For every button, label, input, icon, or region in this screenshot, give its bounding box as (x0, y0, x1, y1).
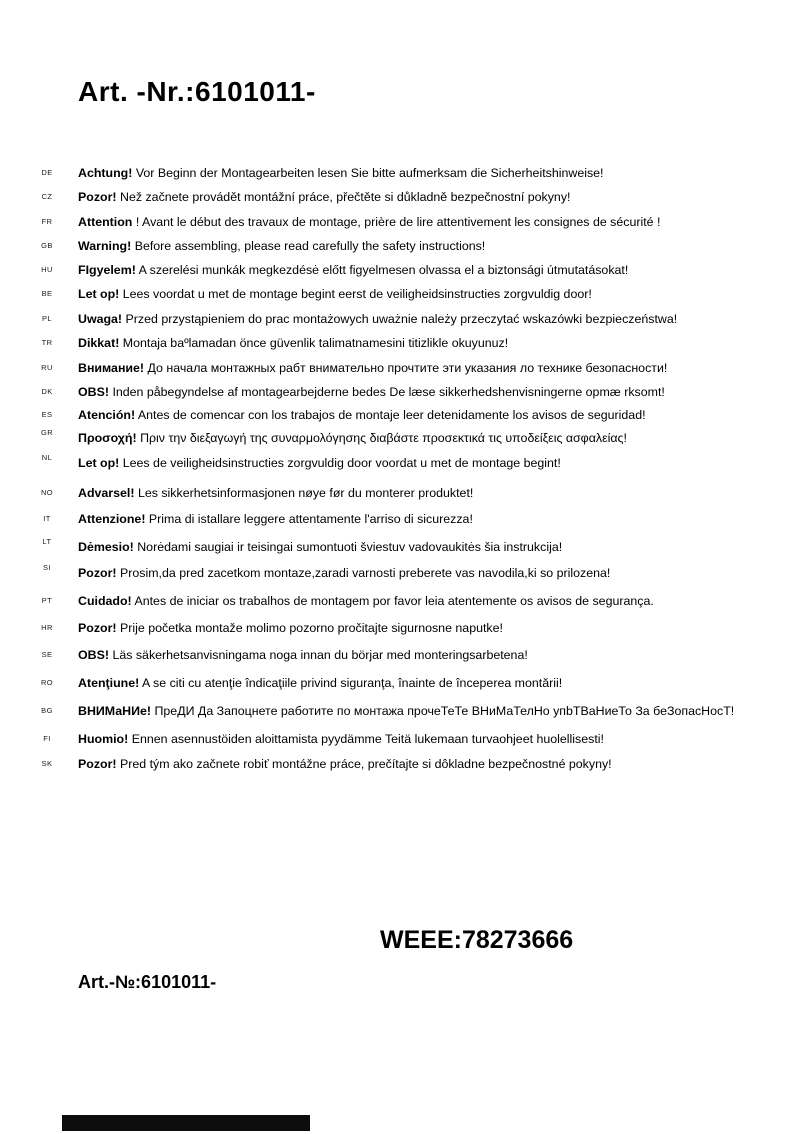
language-code: SK (41, 759, 53, 768)
warning-lead-word: Προσοχή! (78, 431, 137, 445)
warning-text (78, 165, 604, 181)
warning-text (78, 731, 604, 747)
warning-body: Przed przystąpieniem do prac montażowych uważnie należy przeczytać wskazówki bezpieczeństwa! (125, 312, 678, 326)
warning-lead-word: Huomio! (78, 732, 129, 746)
warning-row-ru (0, 360, 802, 376)
warning-text (78, 620, 503, 636)
weee-number: WEEE:78273666 (380, 926, 574, 954)
warning-text (78, 262, 628, 278)
warning-lead-word: Pozor! (78, 621, 117, 635)
warning-lead-word: Advarsel! (78, 486, 135, 500)
language-code: CZ (41, 192, 53, 201)
warning-lead-word: Dėmesio! (78, 540, 134, 554)
warning-row-pl (0, 311, 802, 327)
warning-text (78, 565, 610, 581)
language-code: SI (43, 563, 51, 572)
warning-text (78, 511, 473, 527)
warning-lead-word: Warning! (78, 239, 132, 253)
warning-body: Inden påbegyndelse af montagearbejderne bedes De læse sikkerhedshenvisningerne opmæ rksomt! (112, 385, 665, 399)
warning-lead-word: OBS! (78, 385, 109, 399)
warning-row-gr (0, 430, 802, 446)
warning-row-si (0, 565, 802, 581)
warning-lead-word: Achtung! (78, 166, 133, 180)
warning-body: Než začnete provádět montážní práce, přečtěte si důkladně bezpečnostní pokyny! (120, 190, 571, 204)
footer-art-number: Art.-№:6101011- (78, 972, 217, 992)
warning-body: Prosim,da pred zacetkom montaze,zaradi varnosti preberete vas navodila,ki so prilozena! (120, 566, 611, 580)
warning-row-dk (0, 384, 802, 400)
warning-row-fi (0, 731, 802, 747)
warning-text (78, 539, 562, 555)
warning-row-tr (0, 335, 802, 351)
language-code: PL (42, 314, 52, 323)
warning-body: A szerelési munkák megkezdésė előtt figyelmesen olvassa el a biztonsági útmutatásokat! (138, 263, 629, 277)
language-code: BE (41, 289, 53, 298)
language-code: RU (41, 363, 53, 372)
warning-lead-word: Pozor! (78, 757, 117, 771)
warning-row-pt (0, 593, 802, 609)
warning-text (78, 593, 654, 609)
warning-lead-word: Cuidado! (78, 594, 132, 608)
warning-text (78, 311, 677, 327)
warning-body: ! Avant le début des travaux de montage, prière de lire attentivement les consignes de sécurité ! (135, 215, 661, 229)
warning-row-es (0, 407, 802, 423)
warning-body: Vor Beginn der Montagearbeiten lesen Sie bitte aufmerksam die Sicherheitshinweise! (135, 166, 604, 180)
warning-lead-word: Attention (78, 215, 133, 229)
warning-body: Montaja baºlamadan önce güvenlik talimatnamesini titizlikle okuyunuz! (122, 336, 509, 350)
warning-row-fr (0, 214, 802, 230)
warning-row-it (0, 511, 802, 527)
language-code: SE (41, 650, 53, 659)
warning-row-sk (0, 756, 802, 772)
warning-body: Ennen asennustöiden aloittamista pyydämme Teitä lukemaan turvaohjeet huolellisesti! (131, 732, 604, 746)
warning-lead-word: Let op! (78, 287, 120, 301)
language-code: BG (41, 706, 53, 715)
language-code: FR (41, 217, 53, 226)
warning-lead-word: Pozor! (78, 190, 117, 204)
warning-text (78, 703, 734, 719)
warning-row-cz (0, 189, 802, 205)
warning-row-se (0, 647, 802, 663)
language-code: GB (41, 241, 53, 250)
warning-text (78, 430, 627, 446)
warning-lead-word: Atención! (78, 408, 136, 422)
warning-text (78, 335, 508, 351)
warning-body: A se citi cu atenţie îndicaţiile privind siguranţa, înainte de începerea montării! (142, 676, 563, 690)
warning-row-lt (0, 539, 802, 555)
warning-text (78, 286, 592, 302)
language-code: IT (43, 514, 51, 523)
warning-lead-word: Let op! (78, 456, 120, 470)
language-code: RO (40, 678, 54, 687)
warning-body: До начала монтажных рабт внимательно прочтите эти указания ло технике безопасности! (147, 361, 668, 375)
warning-lead-word: Uwaga! (78, 312, 123, 326)
language-code: GR (40, 428, 54, 437)
warning-text (78, 675, 562, 691)
warning-body: Antes de comencar con los trabajos de montaje leer detenidamente los avisos de seguridad! (137, 408, 646, 422)
warning-body: Prima di istallare leggere attentamente l'arriso di sicurezza! (148, 512, 473, 526)
language-code: NO (40, 488, 54, 497)
warning-row-bg (0, 703, 802, 719)
warning-row-de (0, 165, 802, 181)
warning-body: Prije početka montaže molimo pozorno pročitajte sigurnosne naputke! (120, 621, 503, 635)
language-code: PT (41, 596, 53, 605)
warning-lead-word: OBS! (78, 648, 109, 662)
warning-text (78, 455, 561, 471)
warning-text (78, 384, 665, 400)
black-bar (62, 1115, 310, 1131)
warning-body: Πριν την διεξαγωγή της συναρμολόγησης διαβάστε προσεκτικά τις υποδείξεις ασφαλείας! (140, 431, 627, 445)
warning-lead-word: FIgyelem! (78, 263, 136, 277)
warning-body: Before assembling, please read carefully the safety instructions! (134, 239, 486, 253)
warning-lead-word: Atenţiune! (78, 676, 140, 690)
warning-body: Pred tým ako začnete robiť montážne práce, prečítajte si dôkladne bezpečnostné pokyny! (120, 757, 612, 771)
warning-lead-word: Pozor! (78, 566, 117, 580)
warning-row-ro (0, 675, 802, 691)
warning-lead-word: Attenzione! (78, 512, 146, 526)
warning-text (78, 214, 660, 230)
warning-body: Lees voordat u met de montage begint eerst de veiligheidsinstructies zorgvuldig door! (122, 287, 592, 301)
warning-row-nl (0, 455, 802, 471)
warning-text (78, 238, 485, 254)
warning-text (78, 485, 473, 501)
warning-lead-word: Dikkat! (78, 336, 120, 350)
warning-row-be (0, 286, 802, 302)
warning-body: Lees de veiligheidsinstructies zorgvuldig door voordat u met de montage begint! (122, 456, 561, 470)
warning-lead-word: Внимание! (78, 361, 145, 375)
language-code: HR (41, 623, 53, 632)
language-code: DE (41, 168, 53, 177)
language-code: NL (41, 453, 53, 462)
language-code: ES (41, 410, 53, 419)
warning-body: Antes de iniciar os trabalhos de montagem por favor leia atentemente os avisos de segurança. (134, 594, 654, 608)
warning-text (78, 647, 528, 663)
warning-text (78, 407, 646, 423)
warning-row-hu (0, 262, 802, 278)
warning-body: Läs säkerhetsanvisningama noga innan du börjar med monteringsarbetena! (112, 648, 528, 662)
warning-text (78, 756, 612, 772)
warning-body: Les sikkerhetsinformasjonen nøye før du monterer produktet! (137, 486, 474, 500)
warning-lead-word: ВНИМаНИе! (78, 704, 152, 718)
warning-row-no (0, 485, 802, 501)
warning-row-gb (0, 238, 802, 254)
language-code: HU (41, 265, 53, 274)
language-code: TR (41, 338, 53, 347)
warning-text (78, 189, 570, 205)
page-title: Art. -Nr.:6101011- (78, 76, 316, 107)
language-code: FI (43, 734, 51, 743)
warning-body: Norėdami saugiai ir teisingai sumontuoti šviestuv vadovaukitės šia instrukcija! (137, 540, 563, 554)
warning-row-hr (0, 620, 802, 636)
warning-body: ПреДИ Да Запоцнете работите по монтажа прочеТеТе ВНиМаТелНо упbТВаНиеТо За беЗопасНосТ! (154, 704, 735, 718)
warning-text (78, 360, 667, 376)
language-code: LT (42, 537, 52, 546)
language-code: DK (41, 387, 53, 396)
